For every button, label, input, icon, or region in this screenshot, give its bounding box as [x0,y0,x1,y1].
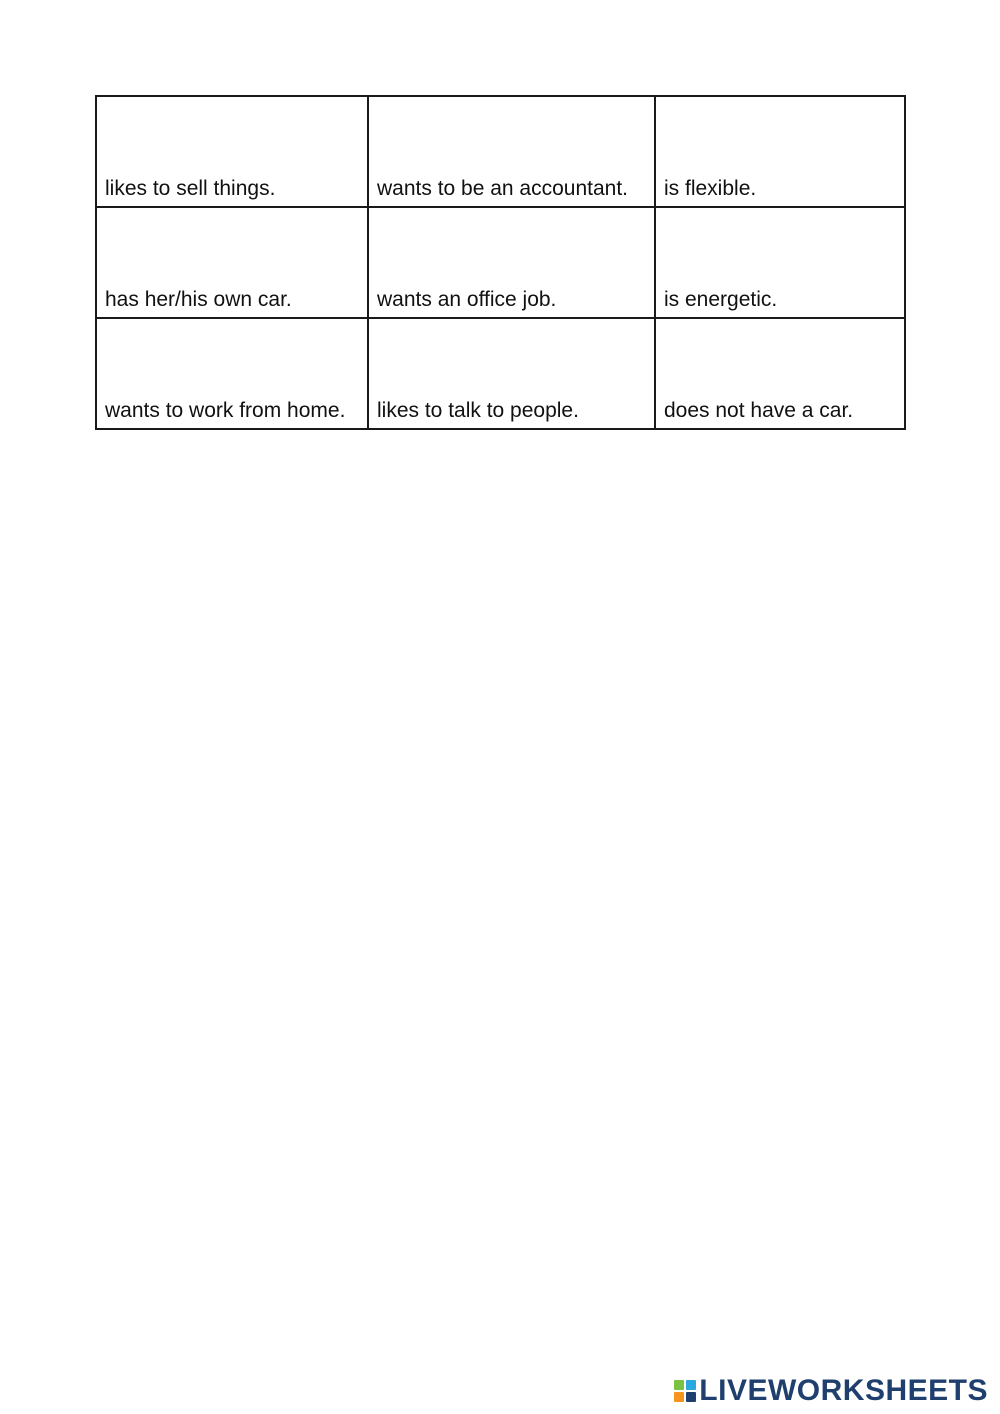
table-row [96,207,905,318]
phrase-cell: wants an office job. [368,207,655,318]
logo-square [674,1380,684,1390]
table-row [96,318,905,429]
table-row [96,96,905,207]
phrase-cell: is flexible. [655,96,905,207]
phrase-cell: is energetic. [655,207,905,318]
phrase-cell: wants to work from home. [96,318,368,429]
liveworksheets-logo [674,1376,988,1406]
logo-text: LIVEWORKSHEETS [699,1374,988,1407]
logo-mark-icon [674,1380,696,1402]
phrase-cell: likes to sell things. [96,96,368,207]
phrase-cell: wants to be an accountant. [368,96,655,207]
phrase-card-table [95,95,906,430]
logo-square [674,1392,684,1402]
phrase-cell: has her/his own car. [96,207,368,318]
phrase-cell: likes to talk to people. [368,318,655,429]
phrase-cell: does not have a car. [655,318,905,429]
logo-square [686,1380,696,1390]
logo-square [686,1392,696,1402]
